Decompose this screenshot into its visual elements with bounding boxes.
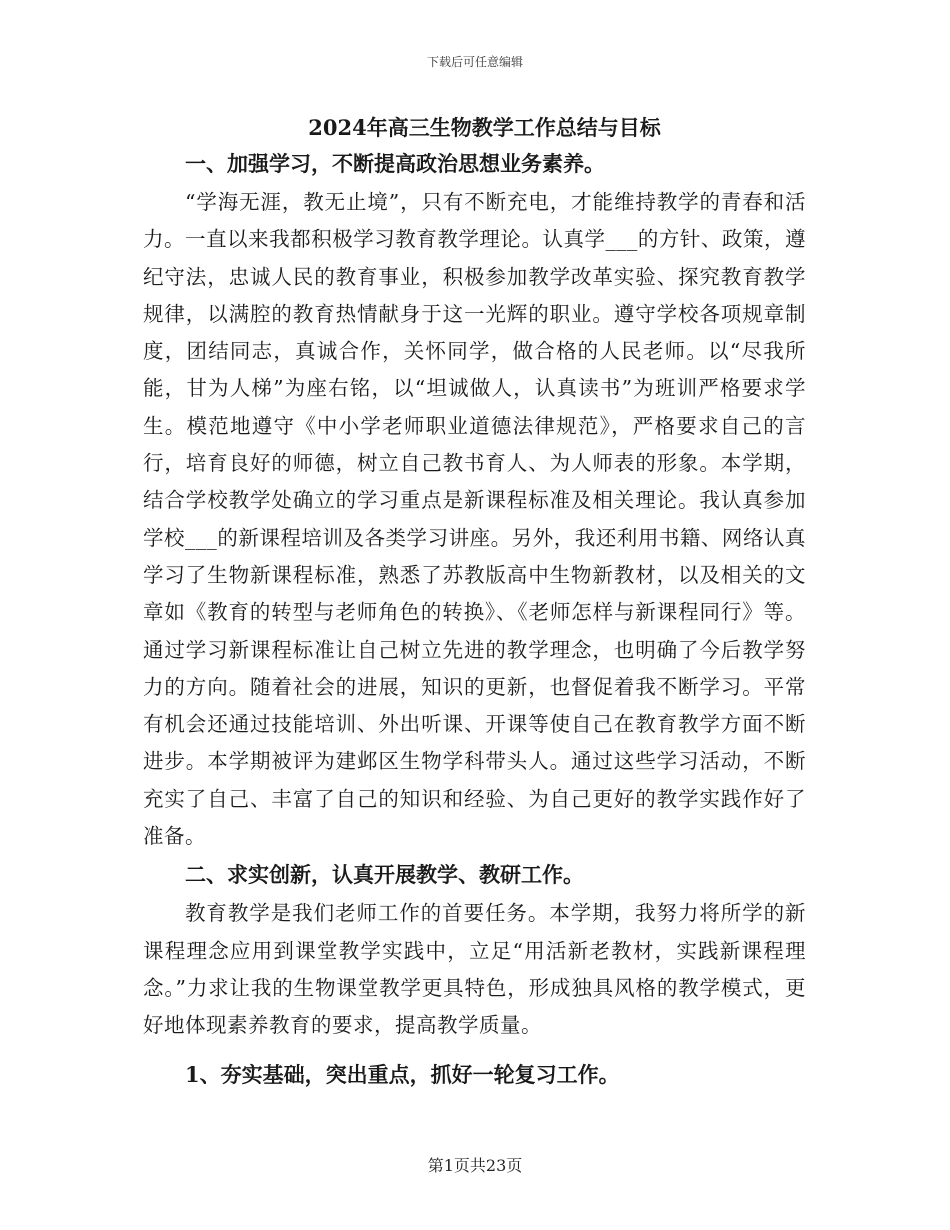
- document-title: 2024年高三生物教学工作总结与目标: [308, 115, 661, 140]
- section-1-heading: 一、加强学习，不断提高政治思想业务素养。: [185, 151, 605, 176]
- section-1-paragraph: “学海无涯，教无止境”，只有不断充电，才能维持教学的青春和活力。一直以来我都积极学习教育教学理论。认真学___的方针、政策，遵纪守法，忠诚人民的教育事业，积极参加教学改革实验、探究教育教学规律，以满腔的教育热情献身于这一光辉的职业。遵守学校各项规章制度，团结同志，真诚合作，关怀同学，做合格的人民老师。以“尽我所能，甘为人梯”为座右铭，以“坦诚做人，认真读书”为班训严格要求学生。模范地遵守《中小学老师职业道德法律规范》，严格要求自己的言行，培育良好的师德，树立自己教书育人、为人师表的形象。本学期，结合学校教学处确立的学习重点是新课程标准及相关理论。我认真参加学校___的新课程培训及各类学习讲座。另外，我还利用书籍、网络认真学习了生物新课程标准，熟悉了苏教版高中生物新教材，以及相关的文章如《教育的转型与老师角色的转换》、《老师怎样与新课程同行》等。通过学习新课程标准让自己树立先进的教学理念，也明确了今后教学努力的方向。随着社会的进展，知识的更新，也督促着我不断学习。平常有机会还通过技能培训、外出听课、开课等使自己在教育教学方面不断进步。本学期被评为建邺区生物学科带头人。通过这些学习活动，不断充实了自己、丰富了自己的知识和经验、为自己更好的教学实践作好了准备。: [143, 190, 806, 849]
- page-footer-number: 第1页共23页: [427, 1156, 523, 1175]
- document-body: [143, 114, 806, 1093]
- subsection-1-heading: 1、夯实基础，突出重点，抓好一轮复习工作。: [185, 1061, 620, 1087]
- page-header-note: 下载后可任意编辑: [426, 55, 523, 69]
- section-2-heading: 二、求实创新，认真开展教学、教研工作。: [185, 862, 584, 888]
- section-2-paragraph: 教育教学是我们老师工作的首要任务。本学期，我努力将所学的新课程理念应用到课堂教学实践中，立足“用活新老教材，实践新课程理念。”力求让我的生物课堂教学更具特色，形成独具风格的教学模式，更好地体现素养教育的要求，提高教学质量。: [143, 901, 806, 1038]
